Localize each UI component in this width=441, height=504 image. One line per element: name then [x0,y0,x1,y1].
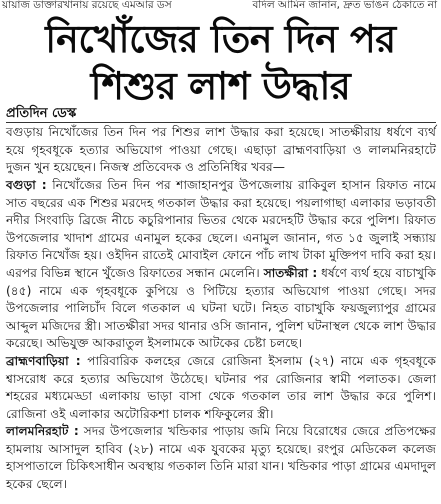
brahmanbaria-paragraph [6,353,436,423]
satkhira-text: ধর্ষণে ব্যর্থ হয়ে বাচাখুকি (৪৫) নামে এক গৃহবধূকে কুপিয়ে ও পিটিয়ে হত্যার অভিযোগ পাওয়া গেছে। সদর উপজেলার পালিচাঁদ বিলে গতকাল এ ঘটনা ঘটে। নিহত বাচাখুকি ফয়জুল্যাপুর গ্রামের আব্দুল মজিদের স্ত্রী। সাতক্ষীরা সদর থানার ওসি জানান, পুলিশ ঘটনাস্থল থেকে লাশ উদ্ধার করেছে। অভিযুক্ত আকরাতুল ইসলামকে আটকের চেষ্টা চলছে। [6,265,436,351]
headline-line-2: শিশুর লাশ উদ্ধার [90,64,351,108]
byline-divider [6,122,436,123]
lalmonirhat-text: সদর উপজেলার খন্ডিকার পাড়ায় জমি নিয়ে বিরোধের জেরে প্রতিপক্ষের হামলায় আসাদুল হাবিব (২৮) নামে এক যুবকের মৃত্যু হয়েছে। রংপুর মেডিকেল কলেজ হাসপাতালে চিকিৎসাধীন অবস্থায় গতকাল তিনি মারা যান। খন্ডিকার পাড়া গ্রামের এমদাদুল হকের ছেলে। [6,424,437,491]
lalmonirhat-paragraph [6,423,436,493]
brahmanbaria-text: পারিবারিক কলহের জেরে রোজিনা ইসলাম (২৭) নামে এক গৃহবধূকে শ্বাসরোধ করে হত্যার অভিযোগ উঠেছে। ঘটনার পর রোজিনার স্বামী পলাতক। জেলা শহরের মধ্যমেড্ডা এলাকায় ভাড়া বাসা থেকে গতকাল তার লাশ উদ্ধার করে পুলিশ। রোজিনা ওই এলাকার অটোরিকশা চালক শফিকুলের স্ত্রী। [6,354,436,421]
satkhira-lead: সাতক্ষীরা : [263,265,318,280]
previous-article-fragment-left: য়ায়াজ ডাক্তারখানায় রয়েছে এমআর ডস [2,0,172,11]
previous-article-fragment-right: বদিল আমিন জানান, দ্রুত ভাঙন ঠেকাতে না [252,0,437,11]
bogura-text: নিখোঁজের তিন দিন পর শাজাহানপুর উপজেলায় রাকিবুল হাসান রিফাত নামে সাত বছরের এক শিশুর মরদেহ গতকাল উদ্ধার করা হয়েছে। পয়লাগাছা এলাকার ভড়াবতী নদীর সিংবাড়ি ব্রিজে নীচে কচুরিপানার ভিতর থেকে মরদেহটি উদ্ধার করে পুলিশ। রিফাত উপজেলার খাদাশ গ্রামের এনামুল হকের ছেলে। এনামুল জানান, গত ১৫ জুলাই সন্ধ্যায় রিফাত নিখোঁজ হয়। ওইদিন রাতেই মোবাইল ফোনে পাঁচ লাখ টাকা মুক্তিপণ দাবি করা হয়। এরপর বিভিন্ন স্থানে খুঁজেও রিফাতের সন্ধান মেলেনি। [6,178,436,280]
byline: প্রতিদিন ডেস্ক [6,106,77,121]
lalmonirhat-lead: লালমনিরহাট : [6,424,79,438]
intro-paragraph: বগুড়ায় নিখোঁজের তিন দিন পর শিশুর লাশ উদ্ধার করা হয়েছে। সাতক্ষীরায় ধর্ষণে ব্যর্থ হয়ে গৃহবধূকে হত্যার অভিযোগ পাওয়া গেছে। এছাড়া ব্রাহ্মণবাড়িয়া ও লালমনিরহাটে দুজন খুন হয়েছেন। নিজস্ব প্রতিবেদক ও প্রতিনিধির খবর— [6,125,436,175]
brahmanbaria-lead: ব্রাহ্মণবাড়িয়া : [6,354,81,368]
bogura-paragraph [6,177,436,353]
bogura-lead: বগুড়া : [6,178,47,192]
headline-line-1: নিখোঁজের তিন দিন পর [45,17,396,61]
